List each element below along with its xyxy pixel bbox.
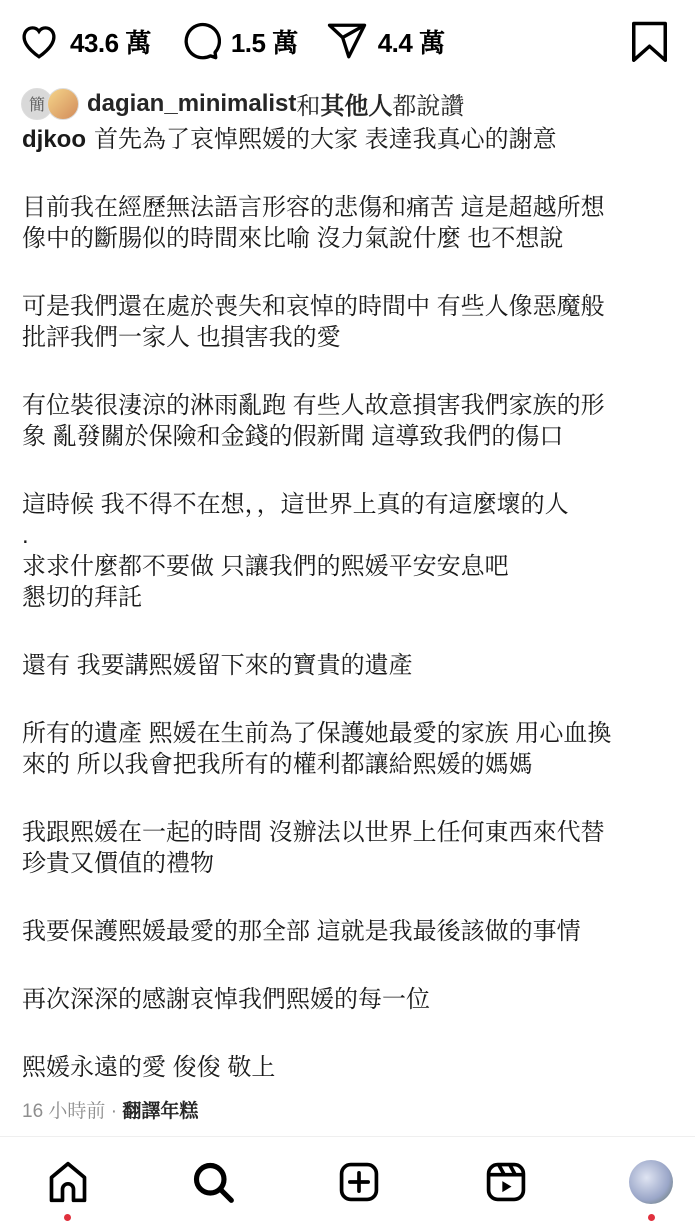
caption-line (22, 192, 685, 223)
caption-line (22, 291, 685, 322)
caption-line (22, 1052, 685, 1083)
notification-dot (648, 1214, 655, 1221)
post-actions (18, 18, 695, 64)
plus-square-icon (337, 1160, 381, 1204)
caption-text: 象 亂發關於保險和金錢的假新聞 這導致我們的傷口 (22, 423, 564, 450)
caption-line (22, 650, 685, 681)
caption-text: 再次深深的感謝哀悼我們熙媛的每一位 (22, 986, 430, 1013)
caption-paragraph (22, 124, 685, 155)
caption-text: 懇切的拜託 (22, 584, 142, 611)
liked-by-suffix: 都說讚 (392, 93, 465, 120)
avatar (47, 88, 79, 120)
caption-text: 有位裝很淒涼的淋雨亂跑 有些人故意損害我們家族的形 (22, 392, 605, 419)
liked-by-user[interactable]: dagian_minimalist (87, 89, 297, 117)
caption-paragraph (22, 291, 685, 353)
caption-line (22, 848, 685, 879)
caption-text: 來的 所以我會把我所有的權利都讓給熙媛的媽媽 (22, 751, 533, 778)
caption-line (22, 582, 685, 613)
profile-avatar (629, 1160, 673, 1204)
caption-paragraph (22, 390, 685, 452)
caption-line (22, 817, 685, 848)
nav-search[interactable] (189, 1158, 237, 1206)
caption-line (22, 916, 685, 947)
notification-dot (64, 1214, 71, 1221)
caption-line (22, 421, 685, 452)
caption-text: 還有 我要講熙媛留下來的寶貴的遺產 (22, 652, 413, 679)
caption-line (22, 520, 685, 551)
caption-line (22, 718, 685, 749)
caption-line (22, 322, 685, 353)
caption-text: . (22, 522, 29, 549)
liked-by-others[interactable]: 其他人 (320, 93, 393, 120)
caption-paragraph (22, 192, 685, 254)
like-count: 43.6 萬 (70, 27, 151, 58)
caption-text: 熙媛永遠的愛 俊俊 敬上 (22, 1054, 276, 1081)
caption-line (22, 223, 685, 254)
divider (0, 1136, 695, 1137)
avatar: 簡 (21, 88, 53, 120)
bottom-nav (0, 1158, 695, 1218)
caption-text: 目前我在經歷無法語言形容的悲傷和痛苦 這是超越所想 (22, 194, 605, 221)
home-icon (46, 1160, 90, 1204)
caption-line (22, 749, 685, 780)
caption-line (22, 984, 685, 1015)
caption-text: 這時候 我不得不在想，，這世界上真的有這麼壞的人 (22, 491, 569, 518)
caption-text: 所有的遺產 熙媛在生前為了保護她最愛的家族 用心血換 (22, 720, 612, 747)
nav-reels[interactable] (482, 1158, 530, 1206)
comment-icon (179, 20, 221, 62)
nav-create[interactable] (335, 1158, 383, 1206)
caption-paragraph (22, 650, 685, 681)
caption-paragraph (22, 718, 685, 780)
share-count: 4.4 萬 (377, 27, 445, 58)
post-caption (22, 124, 685, 1083)
caption-username[interactable]: djkoo (22, 126, 86, 153)
caption-paragraph (22, 489, 685, 613)
caption-paragraph (22, 916, 685, 947)
caption-text: 批評我們一家人 也損害我的愛 (22, 324, 341, 351)
post-time: 16 小時前 (22, 1101, 106, 1122)
caption-line (22, 489, 685, 520)
caption-line (22, 390, 685, 421)
caption-line (22, 124, 685, 155)
send-icon (326, 20, 368, 62)
nav-profile[interactable] (627, 1158, 675, 1206)
caption-text: 我跟熙媛在一起的時間 沒辦法以世界上任何東西來代替 (22, 819, 605, 846)
heart-icon (18, 20, 60, 62)
caption-paragraph (22, 1052, 685, 1083)
nav-home[interactable] (44, 1158, 92, 1206)
liked-by[interactable] (21, 86, 464, 121)
search-icon (191, 1160, 235, 1204)
comment-count: 1.5 萬 (230, 27, 298, 58)
caption-text: 可是我們還在處於喪失和哀悼的時間中 有些人像惡魔般 (22, 293, 605, 320)
caption-text: 珍貴又價值的禮物 (22, 850, 214, 877)
post-meta (22, 1096, 198, 1123)
share-button[interactable] (326, 20, 445, 62)
caption-paragraph (22, 817, 685, 879)
save-button[interactable] (625, 20, 667, 62)
caption-line (22, 551, 685, 582)
reels-icon (484, 1160, 528, 1204)
liked-by-connector: 和 (296, 93, 321, 120)
caption-text: 像中的斷腸似的時間來比喻 沒力氣說什麼 也不想說 (22, 225, 564, 252)
like-button[interactable] (18, 20, 151, 62)
caption-text: 首先為了哀悼熙媛的大家 表達我真心的謝意 (94, 126, 557, 153)
translate-link[interactable]: 翻譯年糕 (122, 1101, 199, 1122)
meta-separator: · (105, 1101, 123, 1122)
caption-paragraph (22, 984, 685, 1015)
caption-text: 我要保護熙媛最愛的那全部 這就是我最後該做的事情 (22, 918, 581, 945)
caption-text: 求求什麼都不要做 只讓我們的熙媛平安安息吧 (22, 553, 509, 580)
bookmark-icon (625, 20, 667, 62)
comment-button[interactable] (179, 20, 298, 62)
